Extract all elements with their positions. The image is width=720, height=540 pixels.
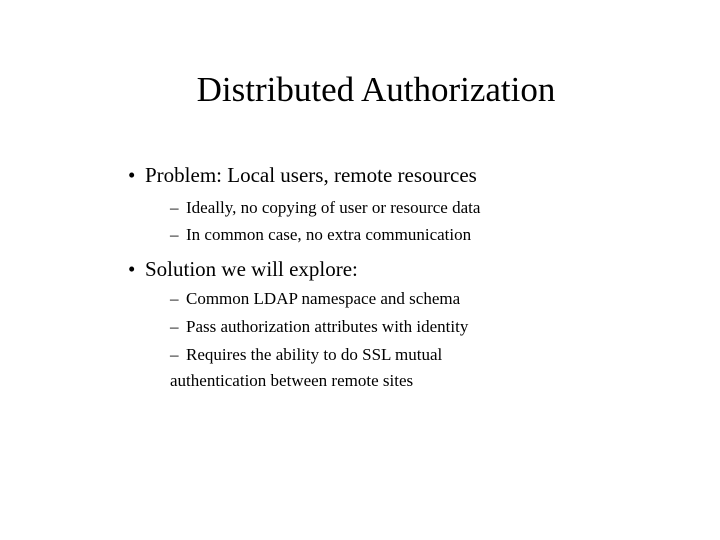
sub-bullet-ldap	[170, 286, 460, 312]
sub-bullet-text: Ideally, no copying of user or resource data	[186, 198, 481, 217]
sub-bullet-text: In common case, no extra communication	[186, 225, 472, 244]
slide-title: Distributed Authorization	[196, 70, 556, 109]
sub-bullet-glyph: –	[170, 345, 179, 364]
bullet-glyph: •	[128, 163, 136, 187]
bullet-text: Solution we will explore:	[145, 257, 358, 281]
bullet-problem	[128, 162, 477, 188]
sub-bullet-glyph: –	[170, 225, 179, 244]
sub-bullet-glyph: –	[170, 289, 179, 308]
sub-bullet-pass-attributes	[170, 314, 468, 340]
sub-bullet-text: Common LDAP namespace and schema	[186, 289, 461, 308]
sub-bullet-no-extra-communication	[170, 222, 471, 248]
sub-bullet-ssl-mutual	[170, 342, 442, 394]
bullet-text: Problem: Local users, remote resources	[145, 163, 477, 187]
sub-bullet-text: Requires the ability to do SSL mutual	[186, 345, 443, 364]
sub-bullet-glyph: –	[170, 198, 179, 217]
sub-bullet-continuation: authentication between remote sites	[170, 371, 414, 390]
bullet-solution	[128, 256, 358, 282]
sub-bullet-glyph: –	[170, 317, 179, 336]
sub-bullet-text: Pass authorization attributes with identity	[186, 317, 469, 336]
sub-bullet-no-copying	[170, 195, 480, 221]
bullet-glyph: •	[128, 257, 136, 281]
